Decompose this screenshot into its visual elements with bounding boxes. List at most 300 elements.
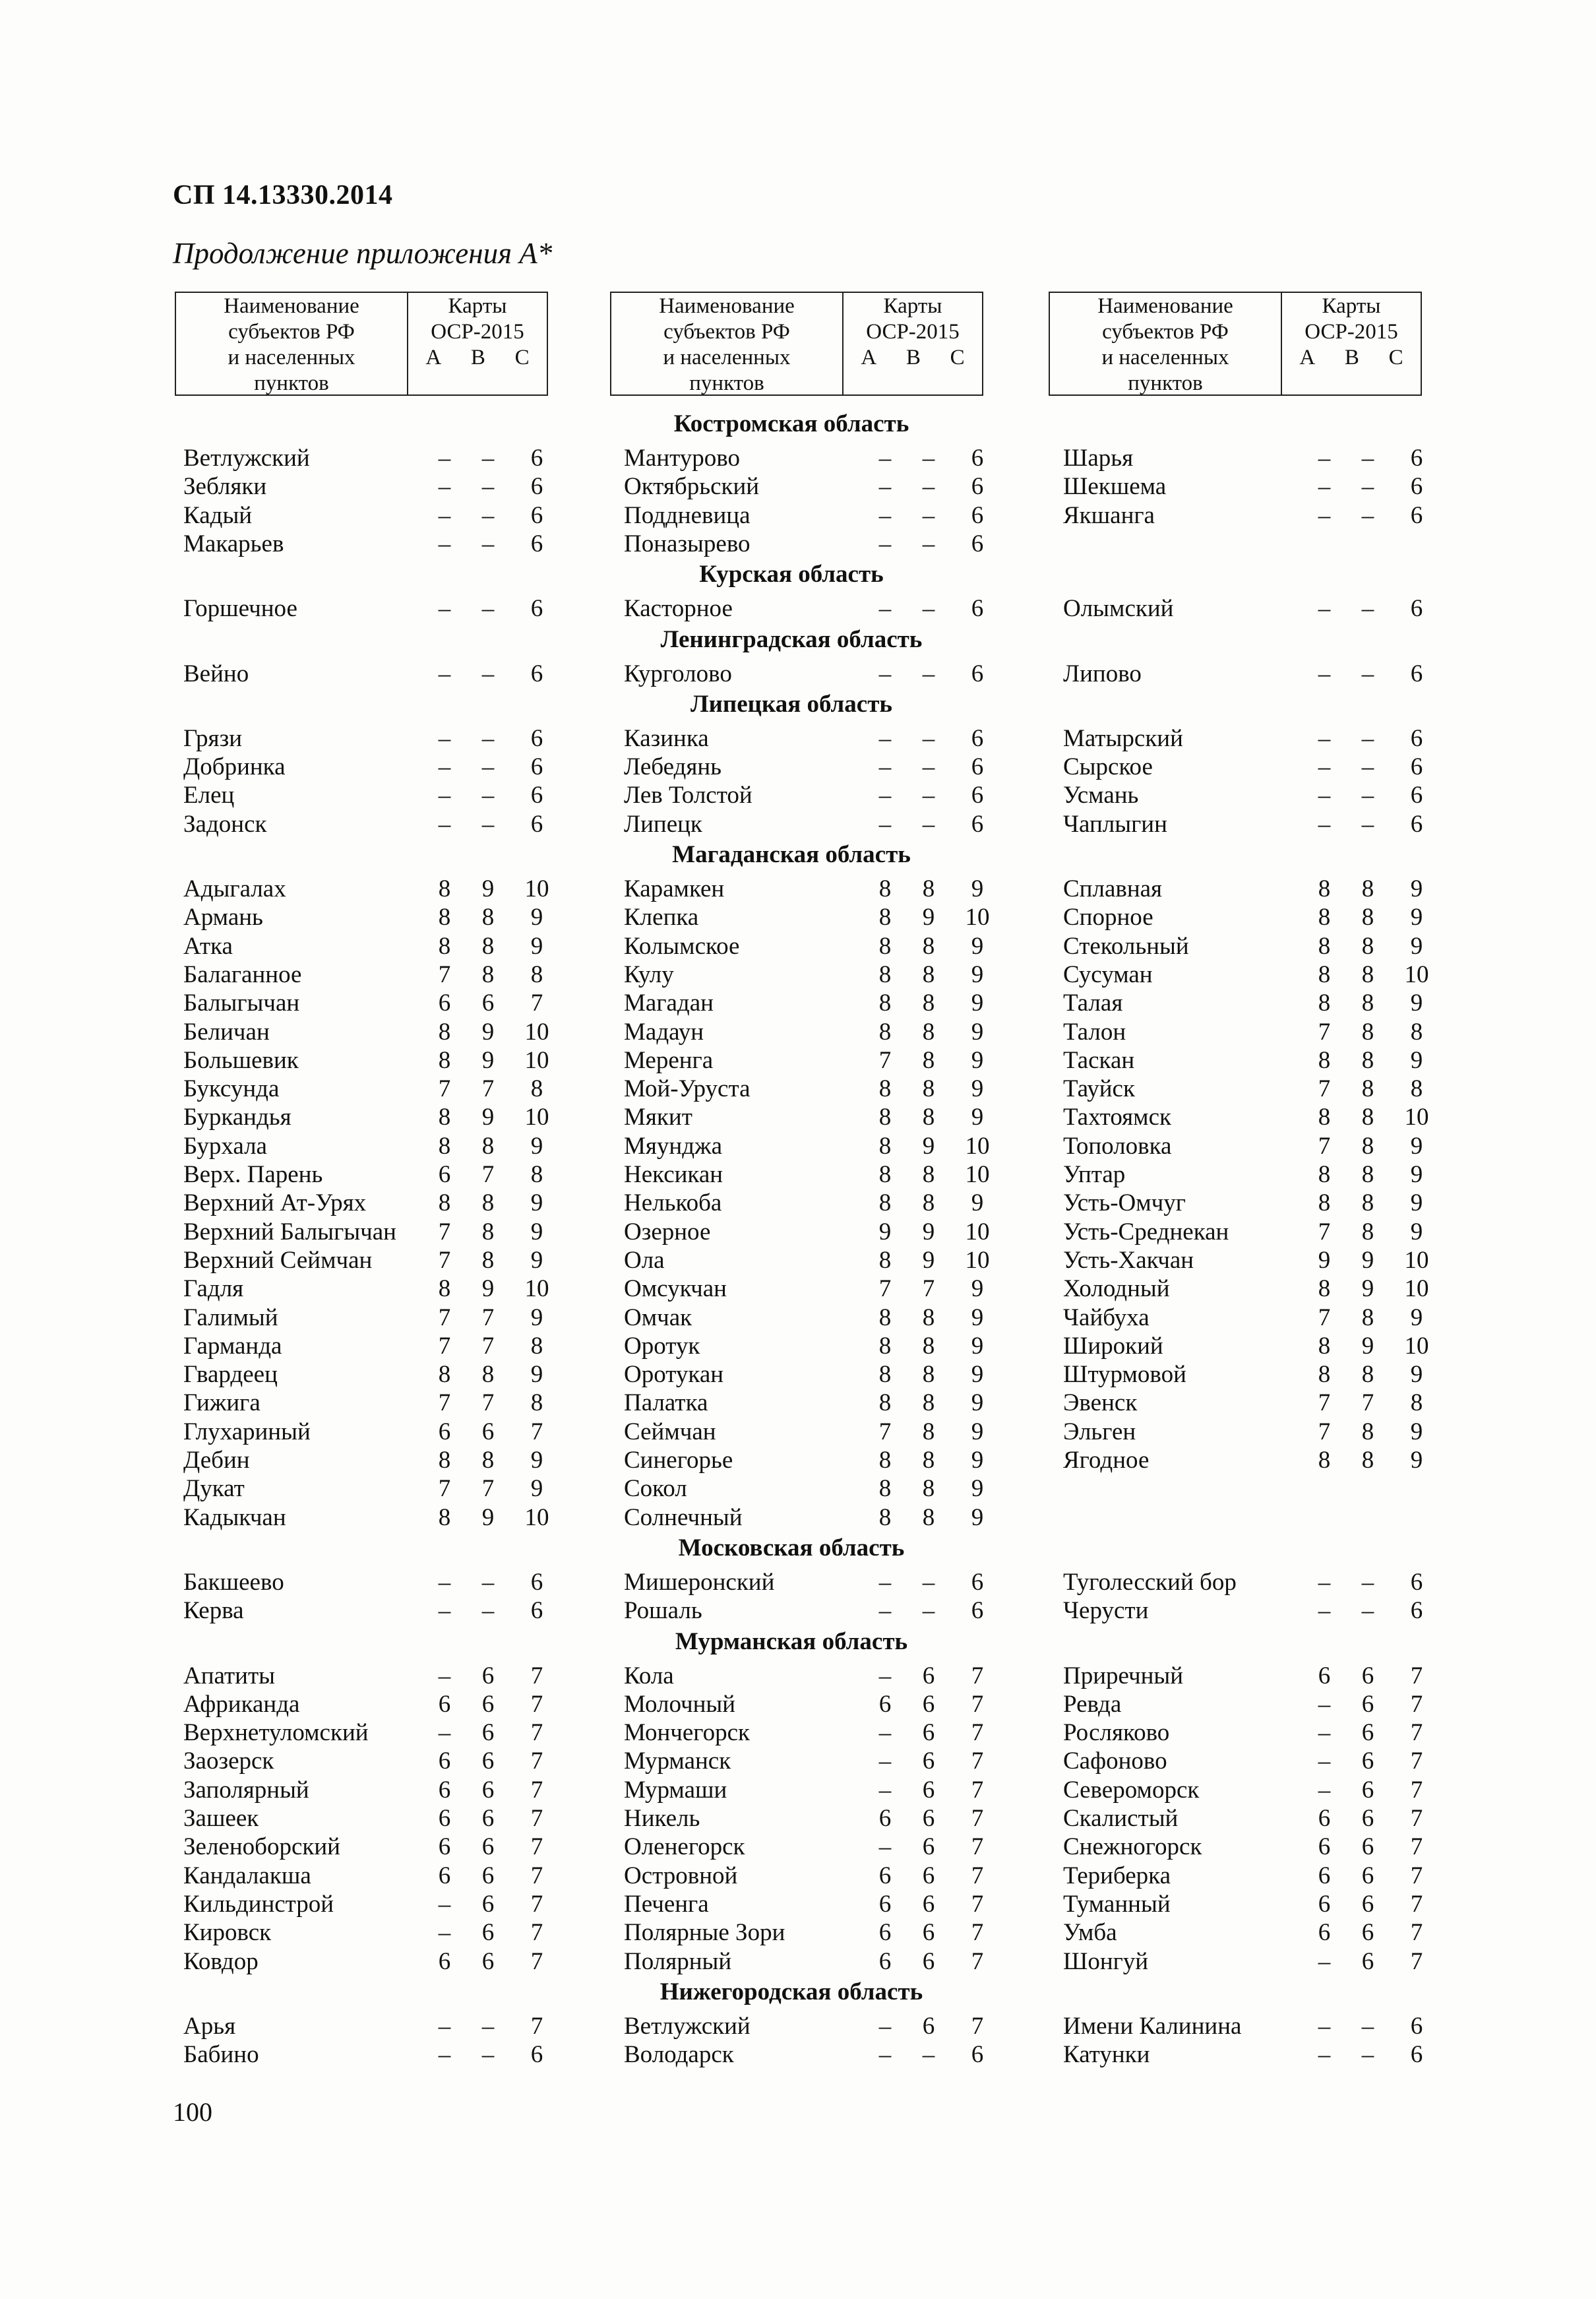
map-a-value: 7 — [438, 1332, 451, 1360]
map-a-value: 8 — [1318, 1161, 1331, 1188]
map-b-value: – — [1361, 2012, 1374, 2040]
map-c-value: 9 — [1410, 1218, 1423, 1245]
map-a-value: 8 — [438, 1104, 451, 1131]
map-c-value: 6 — [971, 753, 984, 781]
map-b-value: 9 — [1361, 1332, 1374, 1360]
map-c-value: 6 — [1410, 753, 1423, 781]
settlement-name: Чаплыгин — [1063, 810, 1167, 838]
map-c-value: 7 — [530, 1776, 543, 1804]
map-b-value: 8 — [481, 1447, 495, 1474]
map-c-value: 10 — [524, 1503, 549, 1531]
settlement-name: Адыгалах — [183, 875, 286, 902]
map-c-value: 6 — [530, 1597, 543, 1625]
map-c-value: 6 — [971, 1568, 984, 1596]
map-b-value: 8 — [1361, 1418, 1374, 1445]
map-b-value: 6 — [922, 1805, 935, 1832]
map-b-value: – — [922, 445, 935, 472]
map-c-value: 10 — [1404, 961, 1429, 988]
map-a-value: – — [878, 1568, 892, 1596]
settlement-name: Сафоново — [1063, 1748, 1167, 1775]
map-c-value: 6 — [530, 445, 543, 472]
map-c-value: 9 — [1410, 990, 1423, 1017]
map-c-value: 6 — [530, 473, 543, 501]
map-b-value: – — [1361, 445, 1374, 472]
map-c-value: 10 — [524, 875, 549, 902]
map-c-value: 9 — [971, 1018, 984, 1046]
map-c-value: 6 — [530, 2041, 543, 2069]
map-a-value: 8 — [878, 1503, 892, 1531]
settlement-name: Оленегорск — [624, 1833, 745, 1861]
map-b-value: 9 — [481, 875, 495, 902]
map-a-value: – — [878, 473, 892, 501]
map-a-value: – — [878, 2041, 892, 2069]
map-c-value: 10 — [1404, 1275, 1429, 1303]
map-c-value: 6 — [1410, 1568, 1423, 1596]
map-b-value: 6 — [1361, 1919, 1374, 1947]
map-c-value: 6 — [971, 1597, 984, 1625]
map-a-value: 7 — [438, 1246, 451, 1274]
map-a-value: 6 — [438, 990, 451, 1017]
map-c-value: 8 — [1410, 1075, 1423, 1103]
map-b-value: 6 — [922, 1890, 935, 1918]
settlement-name: Армань — [183, 904, 263, 931]
settlement-name: Балыгычан — [183, 990, 300, 1017]
map-a-value: 6 — [878, 1890, 892, 1918]
settlement-name: Матырский — [1063, 724, 1183, 752]
map-b-value: 6 — [922, 1833, 935, 1861]
map-b-value: 7 — [481, 1475, 495, 1503]
settlement-name: Буркандья — [183, 1104, 292, 1131]
header-name-cell: Наименование субъектов РФ и населенных пунктов — [611, 293, 844, 394]
map-c-value: 10 — [524, 1275, 549, 1303]
map-c-value: 9 — [971, 1447, 984, 1474]
map-b-value: 8 — [1361, 1018, 1374, 1046]
map-c-value: 10 — [965, 1161, 990, 1188]
map-a-value: – — [1318, 1568, 1331, 1596]
map-c-value: 7 — [971, 1862, 984, 1889]
map-c-value: 7 — [1410, 1919, 1423, 1947]
settlement-name: Териберка — [1063, 1862, 1171, 1889]
map-b-value: – — [481, 1568, 495, 1596]
settlement-name: Мадаун — [624, 1018, 704, 1046]
settlement-name: Магадан — [624, 990, 714, 1017]
settlement-name: Атка — [183, 932, 233, 960]
map-a-value: 6 — [878, 1862, 892, 1889]
settlement-name: Верхний Сеймчан — [183, 1246, 373, 1274]
settlement-name: Касторное — [624, 595, 733, 623]
settlement-name: Октябрьский — [624, 473, 760, 501]
map-c-value: 9 — [971, 1475, 984, 1503]
map-b-value: 8 — [922, 1418, 935, 1445]
map-a-value: 6 — [438, 1418, 451, 1445]
map-b-value: 8 — [481, 904, 495, 931]
map-c-value: 7 — [971, 1748, 984, 1775]
settlement-name: Талая — [1063, 990, 1123, 1017]
map-b-value: 6 — [922, 1690, 935, 1718]
map-c-value: 9 — [1410, 1046, 1423, 1074]
map-a-value: – — [438, 1597, 451, 1625]
map-a-value: 8 — [1318, 904, 1331, 931]
map-a-value: 7 — [1318, 1304, 1331, 1331]
settlement-name: Снежногорск — [1063, 1833, 1202, 1861]
settlement-name: Печенга — [624, 1890, 709, 1918]
map-a-value: 6 — [1318, 1805, 1331, 1832]
settlement-name: Мякит — [624, 1104, 692, 1131]
map-c-value: 9 — [530, 1361, 543, 1389]
map-a-value: – — [438, 501, 451, 529]
map-b-value: 8 — [922, 990, 935, 1017]
settlement-name: Макарьев — [183, 530, 284, 557]
map-a-value: 6 — [878, 1690, 892, 1718]
map-b-value: 6 — [1361, 1833, 1374, 1861]
map-a-value: 7 — [1318, 1418, 1331, 1445]
region-heading: Костромская область — [673, 410, 909, 437]
map-c-value: 7 — [530, 1719, 543, 1747]
settlement-name: Верх. Парень — [183, 1161, 323, 1188]
settlement-name: Верхний Ат-Урях — [183, 1189, 367, 1217]
map-c-value: 6 — [1410, 445, 1423, 472]
settlement-name: Озерное — [624, 1218, 711, 1245]
map-b-value: 6 — [922, 1719, 935, 1747]
map-b-value: 8 — [922, 1475, 935, 1503]
header-name-cell: Наименование субъектов РФ и населенных пунктов — [176, 293, 408, 394]
map-b-value: 9 — [481, 1104, 495, 1131]
map-b-value: 6 — [481, 1776, 495, 1804]
map-b-value: – — [922, 1568, 935, 1596]
map-c-value: 9 — [971, 1046, 984, 1074]
settlement-name: Зеленоборский — [183, 1833, 340, 1861]
map-b-value: 9 — [481, 1275, 495, 1303]
map-c-value: 9 — [1410, 1161, 1423, 1188]
settlement-name: Островной — [624, 1862, 738, 1889]
map-c-value: 7 — [971, 1719, 984, 1747]
settlement-name: Карамкен — [624, 875, 725, 902]
map-a-value: 8 — [878, 1104, 892, 1131]
map-c-value: 9 — [1410, 1418, 1423, 1445]
map-a-value: – — [438, 660, 451, 687]
map-c-value: 9 — [530, 1304, 543, 1331]
map-c-value: 7 — [530, 1833, 543, 1861]
map-c-value: 10 — [965, 1246, 990, 1274]
map-a-value: 7 — [1318, 1218, 1331, 1245]
map-b-value: 8 — [922, 1447, 935, 1474]
map-c-value: 6 — [971, 530, 984, 557]
map-b-value: 6 — [922, 1662, 935, 1689]
map-c-value: 7 — [971, 1890, 984, 1918]
map-a-value: 8 — [878, 1447, 892, 1474]
map-a-value: – — [438, 1568, 451, 1596]
map-a-value: 8 — [438, 1503, 451, 1531]
map-c-value: 9 — [530, 904, 543, 931]
map-c-value: 9 — [971, 1304, 984, 1331]
settlement-name: Кадыкчан — [183, 1503, 286, 1531]
map-a-value: 8 — [1318, 1332, 1331, 1360]
map-a-value: 8 — [438, 1132, 451, 1160]
map-c-value: 7 — [1410, 1833, 1423, 1861]
map-a-value: 6 — [1318, 1662, 1331, 1689]
map-c-value: 7 — [530, 1805, 543, 1832]
map-b-value: 6 — [481, 1947, 495, 1975]
settlement-name: Синегорье — [624, 1447, 733, 1474]
settlement-name: Поназырево — [624, 530, 751, 557]
settlement-name: Мурманск — [624, 1748, 731, 1775]
map-c-value: 9 — [1410, 875, 1423, 902]
map-b-value: 8 — [481, 1189, 495, 1217]
map-b-value: 9 — [1361, 1246, 1374, 1274]
settlement-name: Приречный — [1063, 1662, 1184, 1689]
settlement-name: Ветлужский — [183, 445, 310, 472]
settlement-name: Ягодное — [1063, 1447, 1150, 1474]
map-b-value: 8 — [1361, 1075, 1374, 1103]
map-c-value: 10 — [965, 904, 990, 931]
region-heading: Курская область — [699, 561, 884, 588]
settlement-name: Мантурово — [624, 445, 741, 472]
map-c-value: 9 — [530, 1246, 543, 1274]
map-a-value: – — [438, 810, 451, 838]
map-a-value: 8 — [1318, 1447, 1331, 1474]
map-b-value: 8 — [922, 1018, 935, 1046]
map-b-value: – — [1361, 1597, 1374, 1625]
settlement-name: Сырское — [1063, 753, 1153, 781]
map-a-value: – — [438, 1719, 451, 1747]
map-a-value: 8 — [438, 1447, 451, 1474]
settlement-name: Дебин — [183, 1447, 250, 1474]
map-b-value: – — [922, 595, 935, 623]
map-c-value: 10 — [524, 1104, 549, 1131]
map-c-value: 7 — [1410, 1748, 1423, 1775]
settlement-name: Нексикан — [624, 1161, 723, 1188]
settlement-name: Катунки — [1063, 2041, 1150, 2069]
map-c-value: 9 — [1410, 932, 1423, 960]
map-a-value: 8 — [878, 1389, 892, 1417]
settlement-name: Зебляки — [183, 473, 267, 501]
map-a-value: 7 — [878, 1046, 892, 1074]
map-b-value: 9 — [481, 1046, 495, 1074]
map-c-value: 9 — [971, 1503, 984, 1531]
settlement-name: Мишеронский — [624, 1568, 775, 1596]
map-a-value: 8 — [1318, 1361, 1331, 1389]
settlement-name: Туманный — [1063, 1890, 1171, 1918]
map-b-value: 8 — [922, 1503, 935, 1531]
map-c-value: 8 — [1410, 1018, 1423, 1046]
map-b-value: 6 — [1361, 1662, 1374, 1689]
map-b-value: 6 — [481, 1833, 495, 1861]
map-c-value: 9 — [1410, 1361, 1423, 1389]
map-b-value: 6 — [922, 1919, 935, 1947]
settlement-name: Сплавная — [1063, 875, 1163, 902]
map-c-value: 9 — [1410, 1447, 1423, 1474]
region-heading: Мурманская область — [675, 1627, 908, 1655]
map-b-value: 8 — [481, 1246, 495, 1274]
settlement-name: Палатка — [624, 1389, 708, 1417]
map-c-value: 8 — [530, 1332, 543, 1360]
map-c-value: 9 — [530, 1189, 543, 1217]
map-a-value: 6 — [438, 1161, 451, 1188]
settlement-name: Мурмаши — [624, 1776, 727, 1804]
map-c-value: 8 — [530, 1075, 543, 1103]
map-c-value: 6 — [1410, 2041, 1423, 2069]
settlement-name: Гижига — [183, 1389, 261, 1417]
map-b-value: 7 — [481, 1161, 495, 1188]
map-a-value: 7 — [878, 1275, 892, 1303]
map-b-value: – — [1361, 782, 1374, 809]
header-maps-cell: Карты ОСР-2015 A B C — [861, 294, 965, 369]
map-b-value: 6 — [1361, 1862, 1374, 1889]
settlement-name: Североморск — [1063, 1776, 1200, 1804]
map-a-value: 8 — [878, 1332, 892, 1360]
map-a-value: 8 — [1318, 1046, 1331, 1074]
table-header-col3 — [1049, 292, 1422, 396]
map-a-value: 7 — [438, 1389, 451, 1417]
settlement-name: Казинка — [624, 724, 709, 752]
settlement-name: Верхнетуломский — [183, 1719, 369, 1747]
map-c-value: 9 — [1410, 1132, 1423, 1160]
map-b-value: – — [922, 501, 935, 529]
map-c-value: 6 — [530, 1568, 543, 1596]
map-b-value: – — [481, 2041, 495, 2069]
map-b-value: – — [1361, 501, 1374, 529]
map-a-value: 8 — [878, 904, 892, 931]
settlement-name: Чайбуха — [1063, 1304, 1150, 1331]
settlement-name: Холодный — [1063, 1275, 1170, 1303]
settlement-name: Усть-Хакчан — [1063, 1246, 1194, 1274]
map-b-value: – — [922, 660, 935, 687]
map-b-value: 8 — [922, 875, 935, 902]
map-a-value: 8 — [878, 1161, 892, 1188]
map-c-value: 7 — [971, 1805, 984, 1832]
settlement-name: Туголесский бор — [1063, 1568, 1237, 1596]
map-b-value: 6 — [1361, 1776, 1374, 1804]
map-a-value: – — [438, 2041, 451, 2069]
map-a-value: 7 — [1318, 1132, 1331, 1160]
map-a-value: 8 — [438, 932, 451, 960]
map-b-value: – — [481, 753, 495, 781]
map-b-value: – — [481, 445, 495, 472]
map-a-value: 6 — [438, 1690, 451, 1718]
map-c-value: 7 — [971, 1833, 984, 1861]
settlement-name: Верхний Балыгычан — [183, 1218, 396, 1245]
map-a-value: 8 — [878, 1361, 892, 1389]
map-a-value: 7 — [438, 1304, 451, 1331]
map-a-value: – — [1318, 1947, 1331, 1975]
map-a-value: 8 — [878, 875, 892, 902]
map-b-value: 6 — [1361, 1890, 1374, 1918]
map-b-value: 6 — [922, 1748, 935, 1775]
settlement-name: Задонск — [183, 810, 267, 838]
settlement-name: Большевик — [183, 1046, 299, 1074]
map-b-value: 8 — [1361, 1189, 1374, 1217]
map-c-value: 9 — [1410, 1304, 1423, 1331]
map-a-value: 9 — [1318, 1246, 1331, 1274]
map-b-value: – — [481, 810, 495, 838]
settlement-name: Бакшеево — [183, 1568, 284, 1596]
map-c-value: 8 — [530, 1161, 543, 1188]
map-a-value: – — [878, 782, 892, 809]
map-b-value: 6 — [1361, 1947, 1374, 1975]
map-c-value: 7 — [530, 990, 543, 1017]
settlement-name: Оротук — [624, 1332, 700, 1360]
map-b-value: 8 — [1361, 875, 1374, 902]
map-b-value: 9 — [922, 904, 935, 931]
map-c-value: 6 — [530, 660, 543, 687]
map-c-value: 6 — [530, 530, 543, 557]
map-a-value: 9 — [878, 1218, 892, 1245]
map-a-value: 8 — [878, 1075, 892, 1103]
settlement-name: Балаганное — [183, 961, 302, 988]
map-b-value: 8 — [1361, 904, 1374, 931]
map-b-value: 8 — [1361, 1104, 1374, 1131]
map-a-value: – — [1318, 1748, 1331, 1775]
map-c-value: 8 — [530, 961, 543, 988]
map-c-value: 7 — [1410, 1947, 1423, 1975]
map-c-value: 9 — [971, 1418, 984, 1445]
map-b-value: 8 — [922, 1332, 935, 1360]
map-c-value: 10 — [965, 1132, 990, 1160]
map-a-value: 6 — [1318, 1890, 1331, 1918]
map-c-value: 10 — [1404, 1246, 1429, 1274]
settlement-name: Бабино — [183, 2041, 259, 2069]
map-c-value: 9 — [971, 1189, 984, 1217]
settlement-name: Нелькоба — [624, 1189, 722, 1217]
map-a-value: – — [878, 530, 892, 557]
map-c-value: 9 — [971, 990, 984, 1017]
map-b-value: 6 — [481, 1862, 495, 1889]
settlement-name: Полярные Зори — [624, 1919, 785, 1947]
table-header-col2 — [610, 292, 983, 396]
map-c-value: 10 — [524, 1046, 549, 1074]
map-a-value: – — [438, 2012, 451, 2040]
map-c-value: 6 — [1410, 782, 1423, 809]
map-b-value: 8 — [922, 1161, 935, 1188]
settlement-name: Африканда — [183, 1690, 300, 1718]
map-b-value: – — [1361, 595, 1374, 623]
settlement-name: Имени Калинина — [1063, 2012, 1242, 2040]
document-code: СП 14.13330.2014 — [173, 180, 393, 210]
map-a-value: – — [1318, 753, 1331, 781]
settlement-name: Галимый — [183, 1304, 278, 1331]
map-a-value: 8 — [1318, 932, 1331, 960]
settlement-name: Лебедянь — [624, 753, 722, 781]
map-a-value: 6 — [438, 1862, 451, 1889]
map-c-value: 7 — [971, 1662, 984, 1689]
map-a-value: 7 — [438, 961, 451, 988]
map-a-value: – — [1318, 473, 1331, 501]
map-c-value: 6 — [971, 473, 984, 501]
map-b-value: 6 — [481, 1805, 495, 1832]
map-a-value: 8 — [878, 1132, 892, 1160]
settlement-name: Бурхала — [183, 1132, 267, 1160]
settlement-name: Глухариный — [183, 1418, 311, 1445]
settlement-name: Уптар — [1063, 1161, 1126, 1188]
map-b-value: – — [481, 530, 495, 557]
map-c-value: 7 — [530, 1662, 543, 1689]
map-c-value: 6 — [1410, 810, 1423, 838]
settlement-name: Стекольный — [1063, 932, 1189, 960]
map-c-value: 6 — [971, 2041, 984, 2069]
map-c-value: 6 — [530, 501, 543, 529]
map-a-value: 8 — [1318, 990, 1331, 1017]
map-b-value: – — [922, 530, 935, 557]
settlement-name: Усмань — [1063, 782, 1139, 809]
map-c-value: 7 — [530, 1890, 543, 1918]
table-header-col1 — [175, 292, 548, 396]
map-b-value: – — [922, 753, 935, 781]
settlement-name: Апатиты — [183, 1662, 275, 1689]
map-b-value: 8 — [922, 1104, 935, 1131]
settlement-name: Якшанга — [1063, 501, 1155, 529]
settlement-name: Поддневица — [624, 501, 751, 529]
map-b-value: 7 — [481, 1332, 495, 1360]
